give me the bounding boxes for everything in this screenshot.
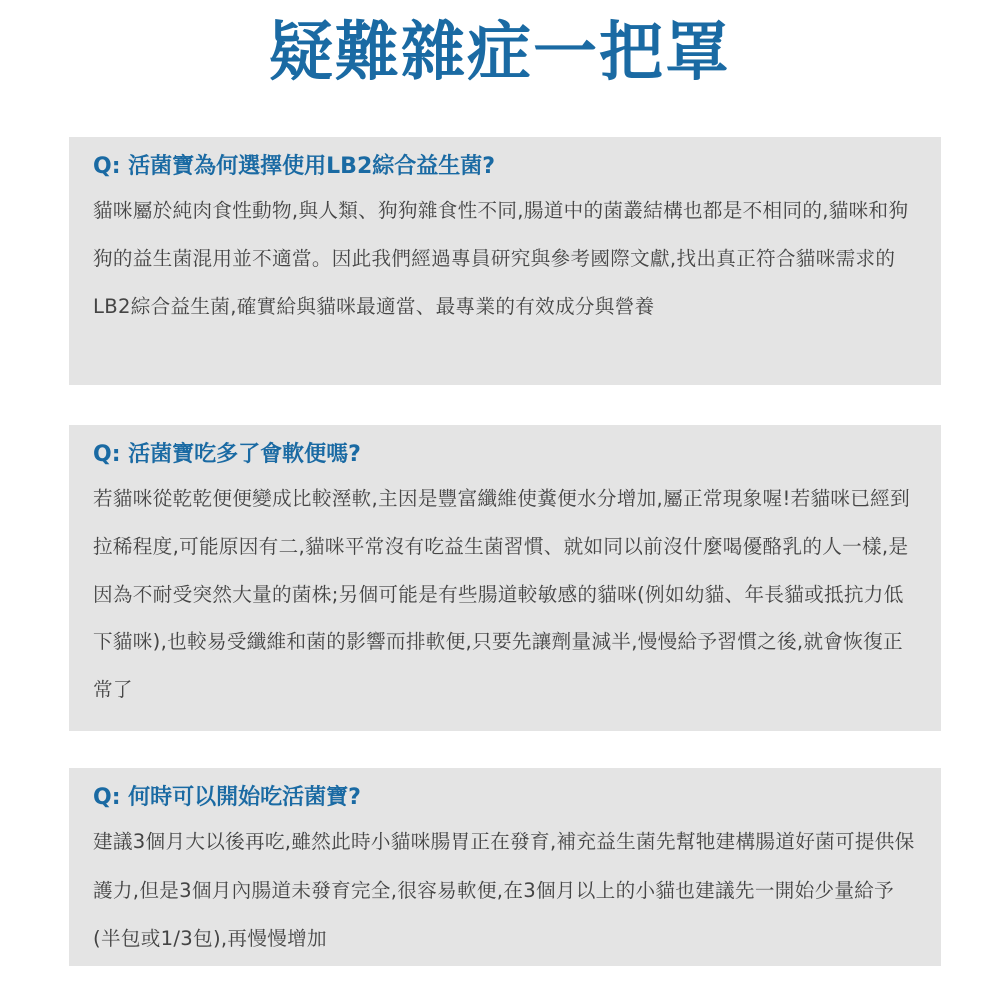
page-title: 疑難雜症一把罩 [269, 16, 731, 90]
faq-question: Q: 何時可以開始吃活菌寶? [93, 785, 361, 810]
faq-question: Q: 活菌寶吃多了會軟便嗎? [93, 442, 361, 467]
faq-card [69, 425, 941, 731]
faq-question: Q: 活菌寶為何選擇使用LB2綜合益生菌? [93, 154, 496, 179]
faq-card [69, 768, 941, 966]
faq-card [69, 137, 941, 385]
faq-answer: 貓咪屬於純肉食性動物,與人類、狗狗雜食性不同,腸道中的菌叢結構也都是不相同的,貓咪和狗狗的益生菌混用並不適當。因此我們經過專員研究與參考國際文獻,找出真正符合貓咪需求的LB2綜合益生菌,確實給與貓咪最適當、最專業的有效成分與營養 [93, 199, 909, 318]
faq-answer: 若貓咪從乾乾便便變成比較溼軟,主因是豐富纖維使糞便水分增加,屬正常現象喔!若貓咪已經到拉稀程度,可能原因有二,貓咪平常沒有吃益生菌習慣、就如同以前沒什麼喝優酪乳的人一樣,是因為不耐受突然大量的菌株;另個可能是有些腸道較敏感的貓咪(例如幼貓、年長貓或抵抗力低下貓咪),也較易受纖維和菌的影響而排軟便,只要先讓劑量減半,慢慢給予習慣之後,就會恢復正常了 [93, 487, 910, 702]
faq-answer: 建議3個月大以後再吃,雖然此時小貓咪腸胃正在發育,補充益生菌先幫牠建構腸道好菌可提供保護力,但是3個月內腸道未發育完全,很容易軟便,在3個月以上的小貓也建議先一開始少量給予(半包或1/3包),再慢慢增加 [93, 830, 915, 950]
